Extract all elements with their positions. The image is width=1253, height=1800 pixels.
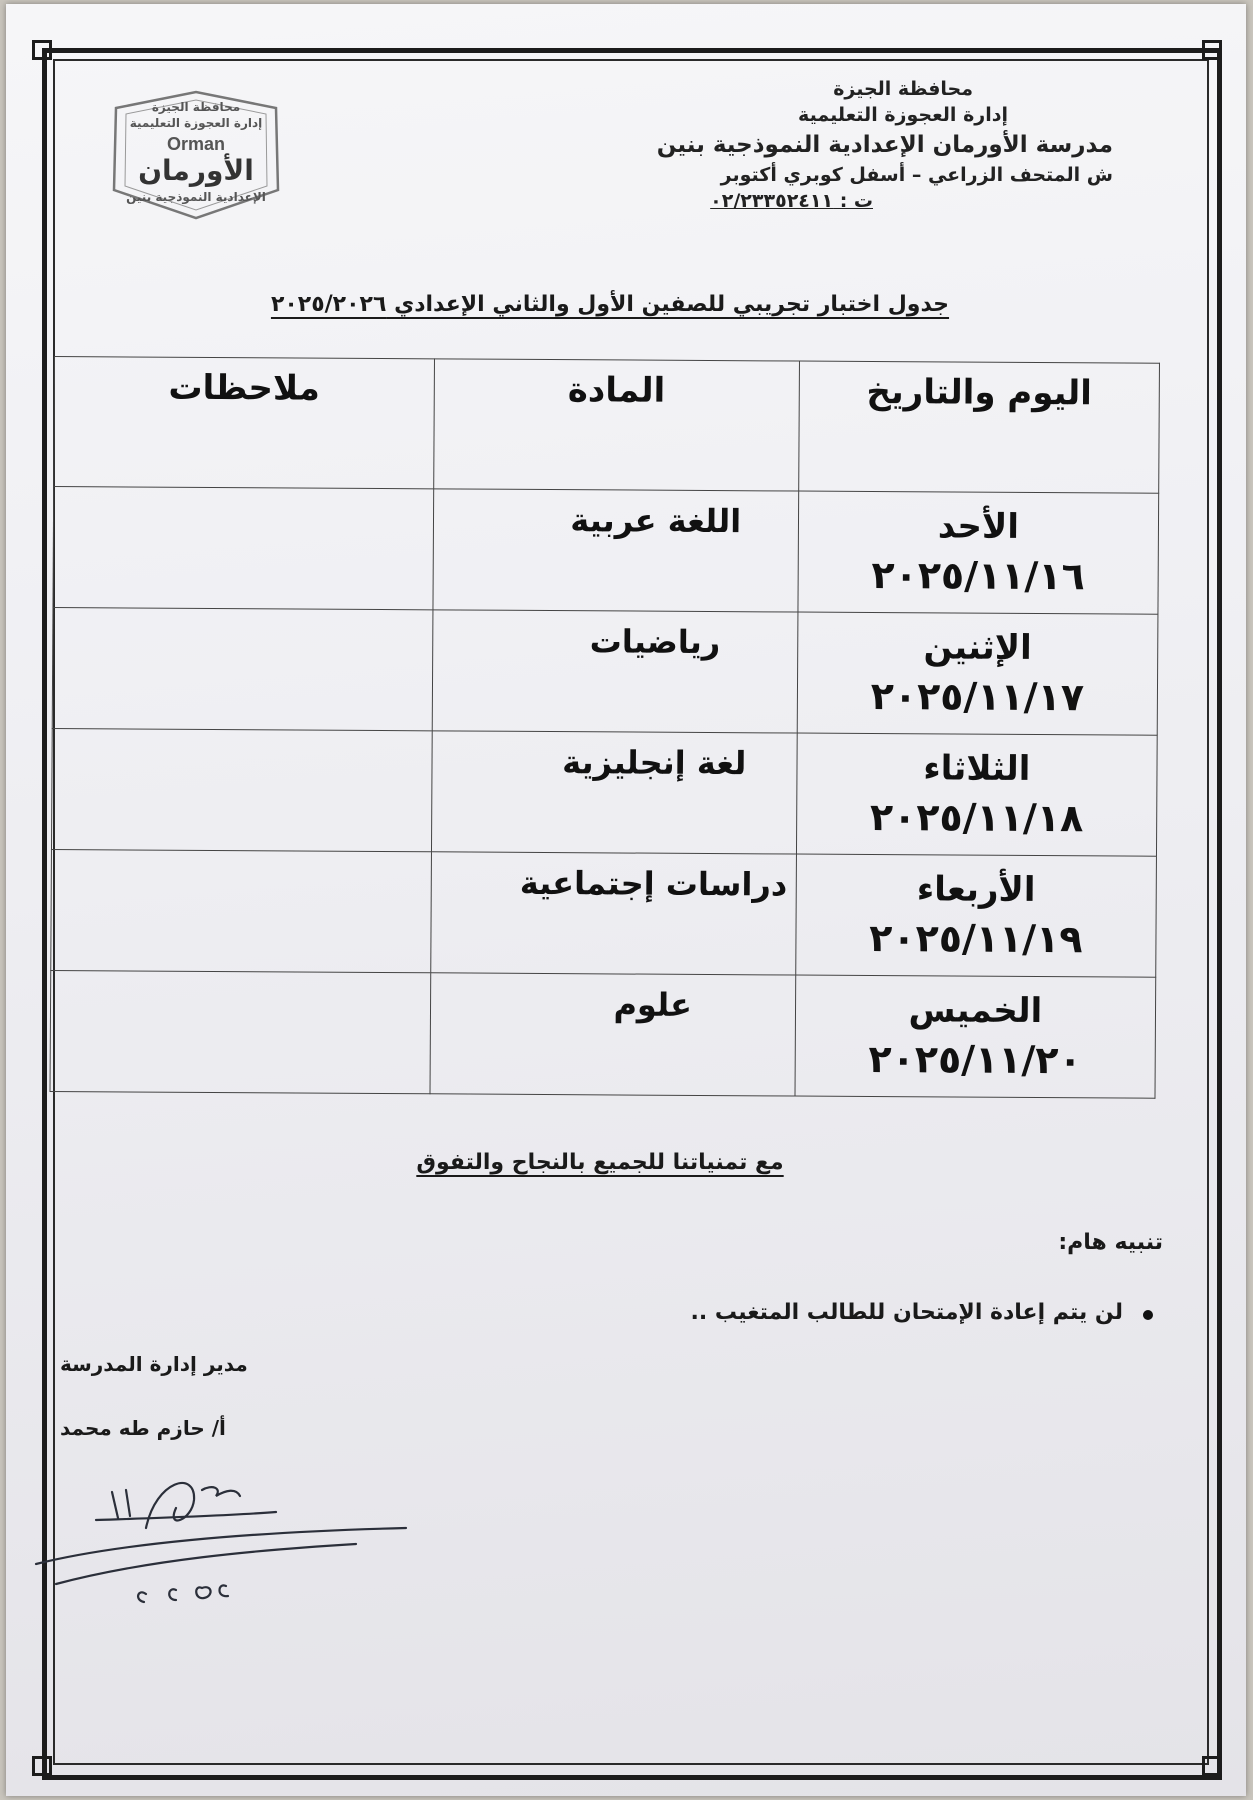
notice-heading: تنبيه هام: <box>1058 1230 1163 1255</box>
day-name: الأحد <box>937 506 1020 547</box>
stamp-line-2: إدارة العجوزة التعليمية <box>129 116 263 130</box>
table-row <box>52 607 1158 735</box>
subject-cell <box>431 731 797 854</box>
subject-cell <box>430 852 796 975</box>
letterhead <box>513 76 1113 214</box>
table-row <box>51 728 1157 856</box>
notice-item-text: لن يتم إعادة الإمتحان للطالب المتغيب .. <box>690 1300 1123 1325</box>
table-row <box>51 849 1157 977</box>
notes-cell <box>52 607 432 730</box>
subject-name: دراسات إجتماعية <box>519 863 788 904</box>
table-header-row <box>54 357 1160 494</box>
stamp-line-3: Orman <box>166 134 226 154</box>
table-row <box>50 970 1156 1098</box>
governorate-label: محافظة الجيزة <box>833 78 973 100</box>
exam-date: ٢٠٢٥/١١/١٨ <box>869 794 1084 841</box>
notes-cell <box>53 487 433 610</box>
exam-schedule-table <box>50 356 1160 1099</box>
subject-cell <box>433 489 799 612</box>
bullet-icon <box>1143 1310 1153 1320</box>
subject-name: اللغة عربية <box>570 501 742 541</box>
schedule-title: جدول اختبار تجريبي للصفين الأول والثاني الإعدادي ٢٠٢٥/٢٠٢٦ <box>270 292 950 317</box>
table-row <box>53 487 1159 615</box>
day-name: الثلاثاء <box>923 748 1031 789</box>
day-date-cell <box>797 612 1158 735</box>
border-corner-ornament <box>1202 1756 1222 1776</box>
subject-name: علوم <box>613 985 693 1024</box>
border-corner-ornament <box>32 40 52 60</box>
good-luck-message: مع تمنياتنا للجميع بالنجاح والتفوق <box>416 1150 784 1175</box>
day-date-cell <box>795 975 1156 1098</box>
header-notes: ملاحظات <box>54 357 434 489</box>
exam-date: ٢٠٢٥/١١/٢٠ <box>868 1036 1082 1083</box>
subject-name: رياضيات <box>589 622 721 662</box>
school-name: مدرسة الأورمان الإعدادية النموذجية بنين <box>656 132 1113 158</box>
notes-cell <box>50 970 430 1093</box>
director-name: أ/ حازم طه محمد <box>60 1416 226 1440</box>
day-date-cell <box>796 854 1157 977</box>
exam-date: ٢٠٢٥/١١/١٩ <box>869 915 1083 962</box>
subject-cell <box>430 973 796 1096</box>
subject-name: لغة إنجليزية <box>562 743 747 783</box>
school-address: ش المتحف الزراعي – أسفل كوبري أكتوبر <box>720 164 1113 186</box>
day-date-cell <box>798 491 1159 614</box>
exam-date: ٢٠٢٥/١١/١٦ <box>871 552 1085 599</box>
exam-date: ٢٠٢٥/١١/١٧ <box>870 673 1085 720</box>
day-name: الأربعاء <box>916 869 1036 911</box>
day-name: الإثنين <box>923 627 1032 668</box>
stamp-line-4: الأورمان <box>138 154 254 187</box>
stamp-line-1: محافظة الجيزة <box>151 100 241 114</box>
administration-label: إدارة العجوزة التعليمية <box>798 104 1008 126</box>
school-stamp <box>106 90 286 222</box>
day-name: الخميس <box>908 990 1043 1032</box>
notes-cell <box>51 728 431 851</box>
school-phone: ت : ٠٢/٢٣٣٥٢٤١١ <box>710 190 873 212</box>
director-title: مدير إدارة المدرسة <box>60 1352 248 1376</box>
border-corner-ornament <box>32 1756 52 1776</box>
day-date-cell <box>796 733 1157 856</box>
notice-item <box>523 1300 1123 1325</box>
notes-cell <box>51 849 431 972</box>
stamp-line-5: الإعدادية النموذجية بنين <box>126 190 266 204</box>
handwritten-signature <box>26 1460 416 1610</box>
signature-scribble-icon <box>26 1460 416 1610</box>
border-corner-ornament <box>1202 40 1222 60</box>
header-subject: المادة <box>433 359 799 491</box>
header-day-date: اليوم والتاريخ <box>798 361 1159 493</box>
subject-cell <box>432 610 798 733</box>
